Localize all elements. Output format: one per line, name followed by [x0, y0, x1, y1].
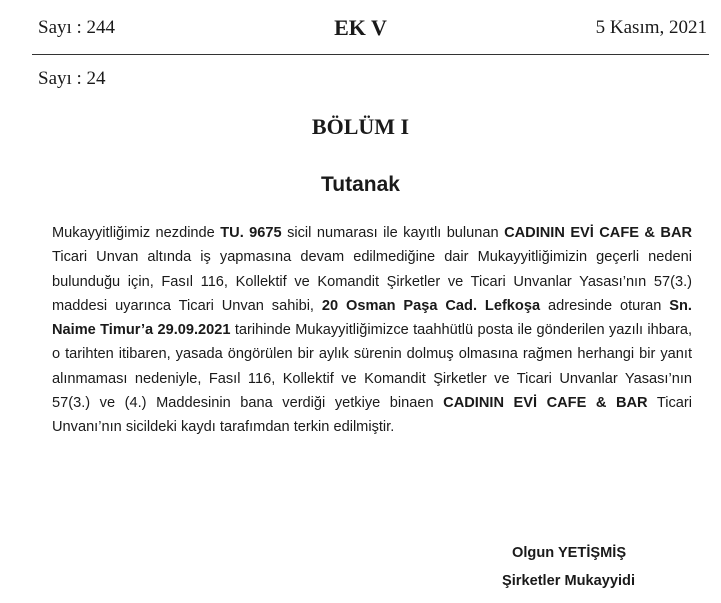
- header-divider: [32, 54, 709, 55]
- issue-date: 5 Kasım, 2021: [595, 17, 707, 38]
- annex-label: EK V: [334, 15, 387, 40]
- signatory-name: [512, 545, 626, 561]
- body-text: tarihinde Mukayyitliğimizce taahhütlü posta ile gönderilen yazılı ihbara, o tarihten itibaren, yasada öngörülen bir aylık sürenin dolmuş olmasına rağmen herhangi bir yanıt alınmaması nedeniyle, Fasıl 116, Kollektif ve Komandit Şirketler ve Ticari Unvanlar Yasası’nın 57(3.) ve (4.) Maddesinin bana verdiği yetkiye binaen: [52, 322, 692, 412]
- document-body: [52, 221, 692, 440]
- business-name: CADININ EVİ CAFE & BAR: [443, 395, 648, 412]
- body-text: adresinde oturan: [540, 297, 670, 314]
- signatory-first-name: Olgun: [512, 545, 558, 561]
- signatory-last-name: YETİŞMİŞ: [557, 545, 627, 561]
- body-text: sicil numarası ile kayıtlı bulunan: [281, 225, 505, 241]
- section-heading: BÖLÜM I: [311, 114, 410, 139]
- sub-issue-number: Sayı : 24: [38, 68, 106, 89]
- registry-number: TU. 9675: [220, 225, 282, 241]
- business-name: CADININ EVİ CAFE & BAR: [504, 225, 693, 241]
- signatory-title: Şirketler Mukayyidi: [502, 573, 636, 589]
- owner-address: 20 Osman Paşa Cad. Lefkoşa: [321, 297, 541, 314]
- document-title: Tutanak: [321, 173, 400, 196]
- body-text: Ticari Unvan altında iş yapmasına devam edilmediğine dair Mukayyitliğimizin geçerli nedeni bulunduğu için, Fasıl 116, Kollektif ve Komandit Şirketler ve Ticari Unvanlar Yasası’nın 57(3.) maddesi uyarınca Ticari Unvan sahibi,: [52, 249, 692, 314]
- issue-number: Sayı : 244: [38, 17, 116, 38]
- page-header: [0, 0, 721, 58]
- owner-name-date: Sn. Naime Timur’a 29.09.2021: [52, 297, 692, 339]
- body-text: Ticari Unvanı’nın sicildeki kaydı tarafımdan terkin edilmiştir.: [52, 395, 693, 436]
- body-text: Mukayyitliğimiz nezdinde: [52, 225, 221, 241]
